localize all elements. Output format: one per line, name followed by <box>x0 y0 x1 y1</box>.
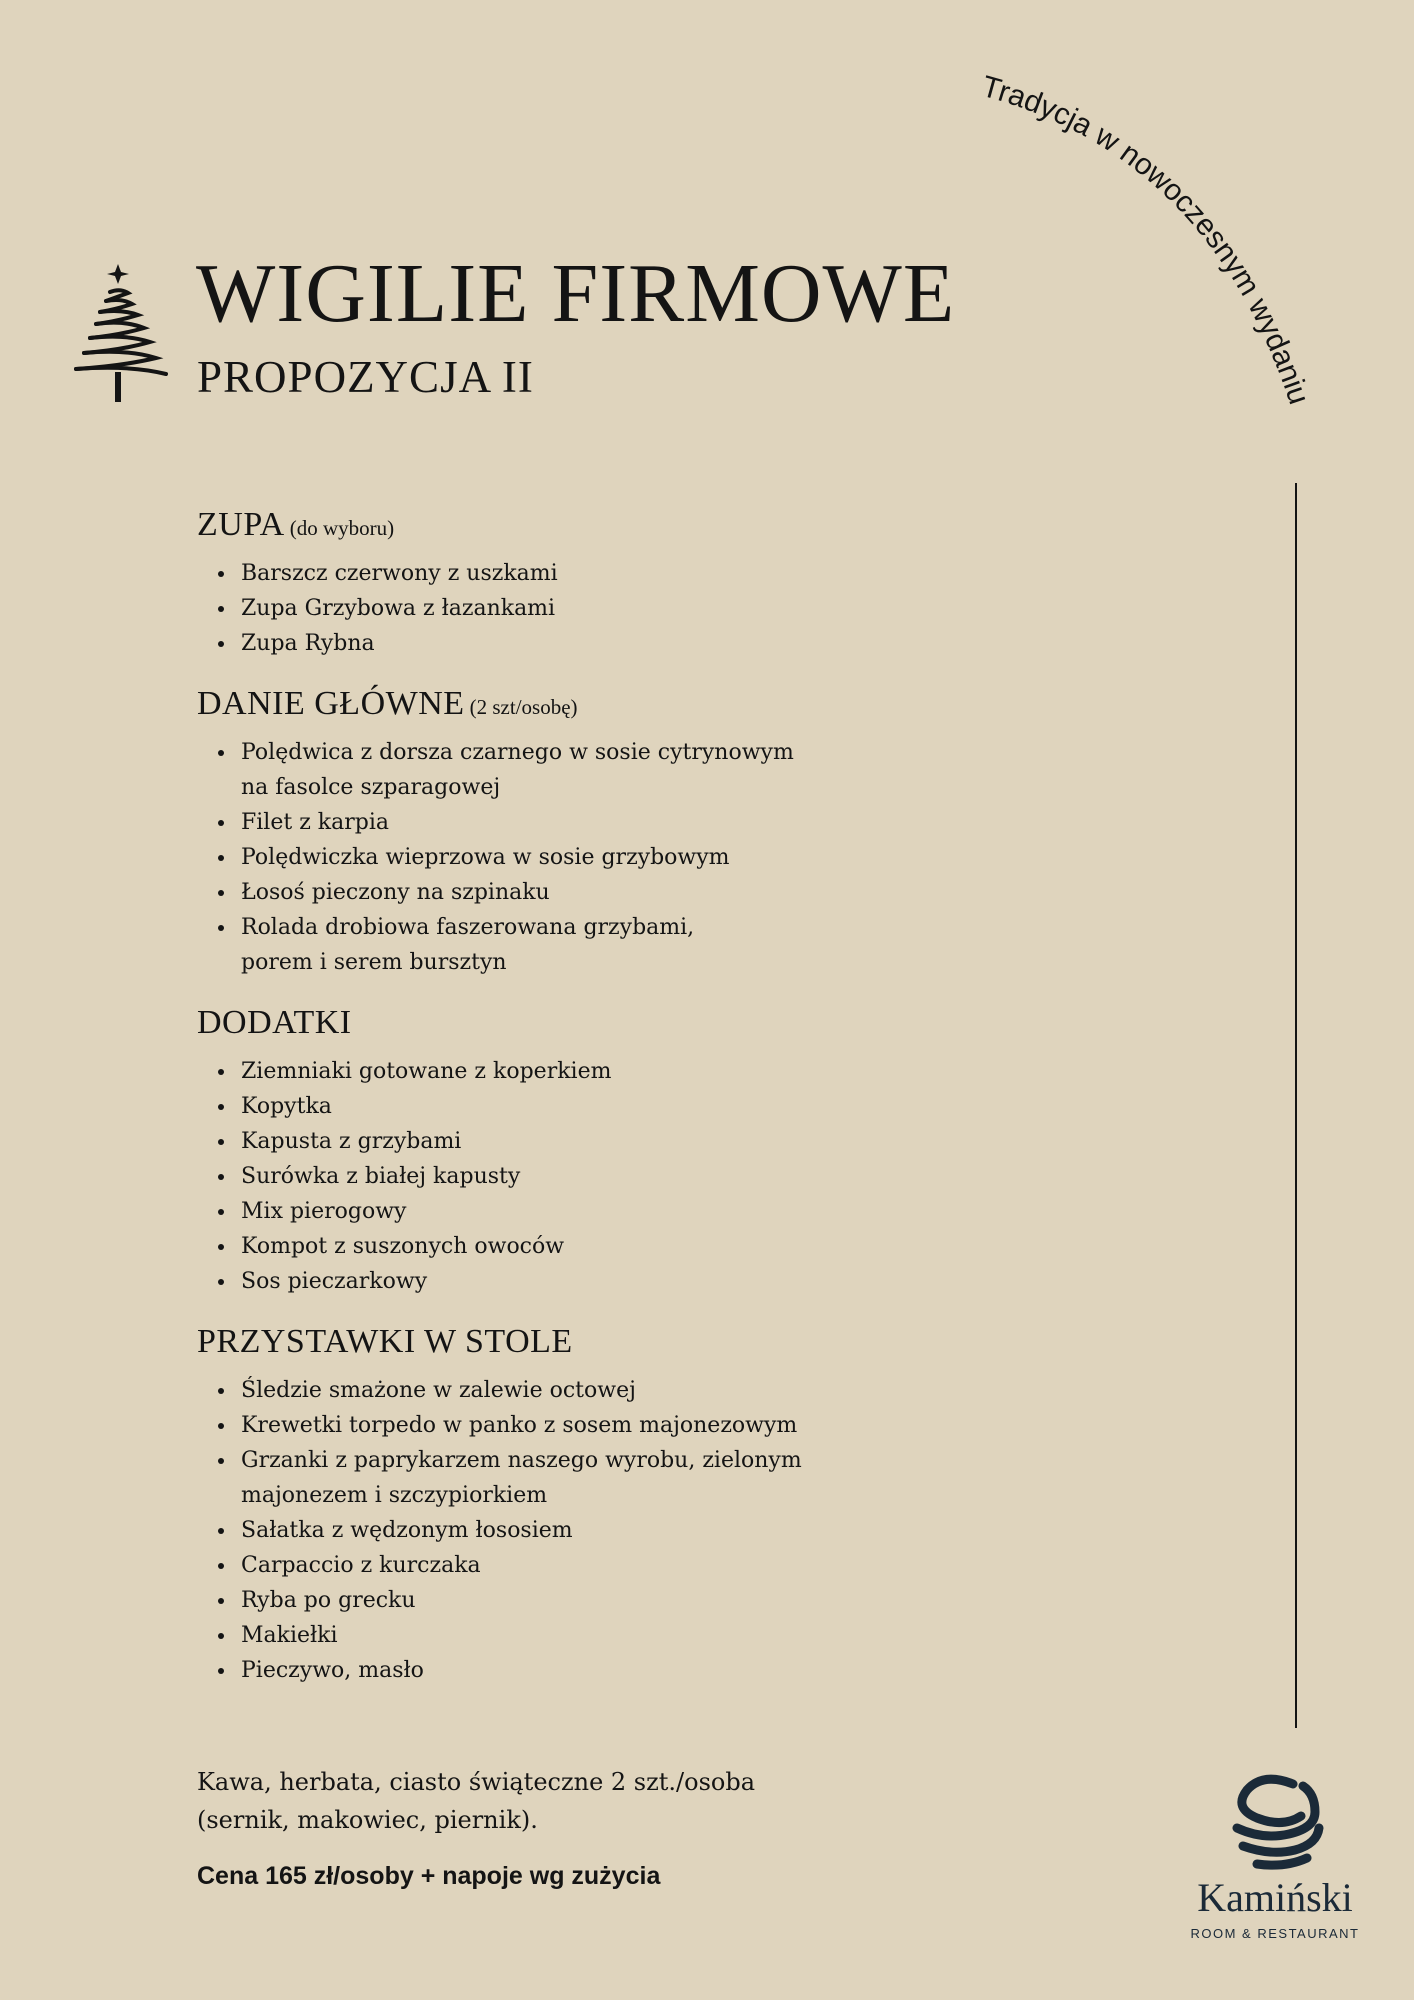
menu-item: Kompot z suszonych owoców <box>197 1229 917 1264</box>
dessert-line-1: Kawa, herbata, ciasto świąteczne 2 szt./osoba <box>197 1768 755 1796</box>
section-note: (do wyboru) <box>289 516 395 540</box>
section-items <box>197 735 917 980</box>
section-title: ZUPA <box>197 506 285 543</box>
dessert-line-2: (sernik, makowiec, piernik). <box>197 1806 538 1834</box>
tagline-arc <box>900 40 1360 480</box>
section-heading <box>197 1322 917 1367</box>
decorative-vertical-line <box>1295 483 1297 1728</box>
menu-item-line: porem i serem bursztyn <box>241 950 507 975</box>
section-heading <box>197 505 917 550</box>
menu-item: Makiełki <box>197 1618 917 1653</box>
menu-item-line: Grzanki z paprykarzem naszego wyrobu, zielonym <box>241 1448 802 1473</box>
section-title: DODATKI <box>197 1004 352 1041</box>
menu-item: Śledzie smażone w zalewie octowej <box>197 1373 917 1408</box>
menu-item-line: majonezem i szczypiorkiem <box>241 1483 548 1508</box>
price-line: Cena 165 zł/osoby + napoje wg zużycia <box>197 1862 661 1890</box>
logo-subtitle: ROOM & RESTAURANT <box>1190 1926 1360 1941</box>
menu-item: Zupa Grzybowa z łazankami <box>197 591 917 626</box>
menu-item: Krewetki torpedo w panko z sosem majonezowym <box>197 1408 917 1443</box>
menu-item: Łosoś pieczony na szpinaku <box>197 875 917 910</box>
menu-item: Pieczywo, masło <box>197 1653 917 1688</box>
tagline-textpath: Tradycja w nowoczesnym wydaniu <box>978 69 1316 409</box>
menu-item: Kopytka <box>197 1089 917 1124</box>
menu-item-line: Polędwica z dorsza czarnego w sosie cytrynowym <box>241 740 794 765</box>
menu-item: Ziemniaki gotowane z koperkiem <box>197 1054 917 1089</box>
logo-name: Kamiński <box>1197 1875 1353 1920</box>
menu-item: Kapusta z grzybami <box>197 1124 917 1159</box>
menu-section <box>197 684 917 980</box>
menu-item: Carpaccio z kurczaka <box>197 1548 917 1583</box>
swan-s-logo-icon <box>1223 1772 1327 1872</box>
section-items <box>197 1373 917 1688</box>
section-title: PRZYSTAWKI W STOLE <box>197 1323 573 1360</box>
menu-item: Polędwiczka wieprzowa w sosie grzybowym <box>197 840 917 875</box>
page-title: WIGILIE FIRMOWE <box>196 247 956 340</box>
menu-item: Sałatka z wędzonym łososiem <box>197 1513 917 1548</box>
dessert-info <box>197 1763 897 1839</box>
section-items <box>197 1054 917 1299</box>
restaurant-logo <box>1160 1772 1390 1967</box>
section-title: DANIE GŁÓWNE <box>197 685 465 722</box>
menu-sections <box>197 505 917 1711</box>
menu-section <box>197 505 917 661</box>
page-subtitle: PROPOZYCJA II <box>197 352 534 402</box>
menu-item <box>197 735 917 805</box>
menu-item <box>197 910 917 980</box>
menu-item: Filet z karpia <box>197 805 917 840</box>
section-items <box>197 556 917 661</box>
christmas-tree-icon <box>62 262 174 404</box>
menu-item: Barszcz czerwony z uszkami <box>197 556 917 591</box>
section-note: (2 szt/osobę) <box>469 695 578 719</box>
menu-item: Mix pierogowy <box>197 1194 917 1229</box>
menu-item: Ryba po grecku <box>197 1583 917 1618</box>
section-heading <box>197 1003 917 1048</box>
tagline-text <box>978 70 1315 409</box>
section-heading <box>197 684 917 729</box>
menu-item-line: na fasolce szparagowej <box>241 775 501 800</box>
menu-section <box>197 1003 917 1299</box>
menu-item: Surówka z białej kapusty <box>197 1159 917 1194</box>
menu-item <box>197 1443 917 1513</box>
menu-section <box>197 1322 917 1688</box>
menu-item-line: Rolada drobiowa faszerowana grzybami, <box>241 915 695 940</box>
menu-item: Sos pieczarkowy <box>197 1264 917 1299</box>
menu-item: Zupa Rybna <box>197 626 917 661</box>
